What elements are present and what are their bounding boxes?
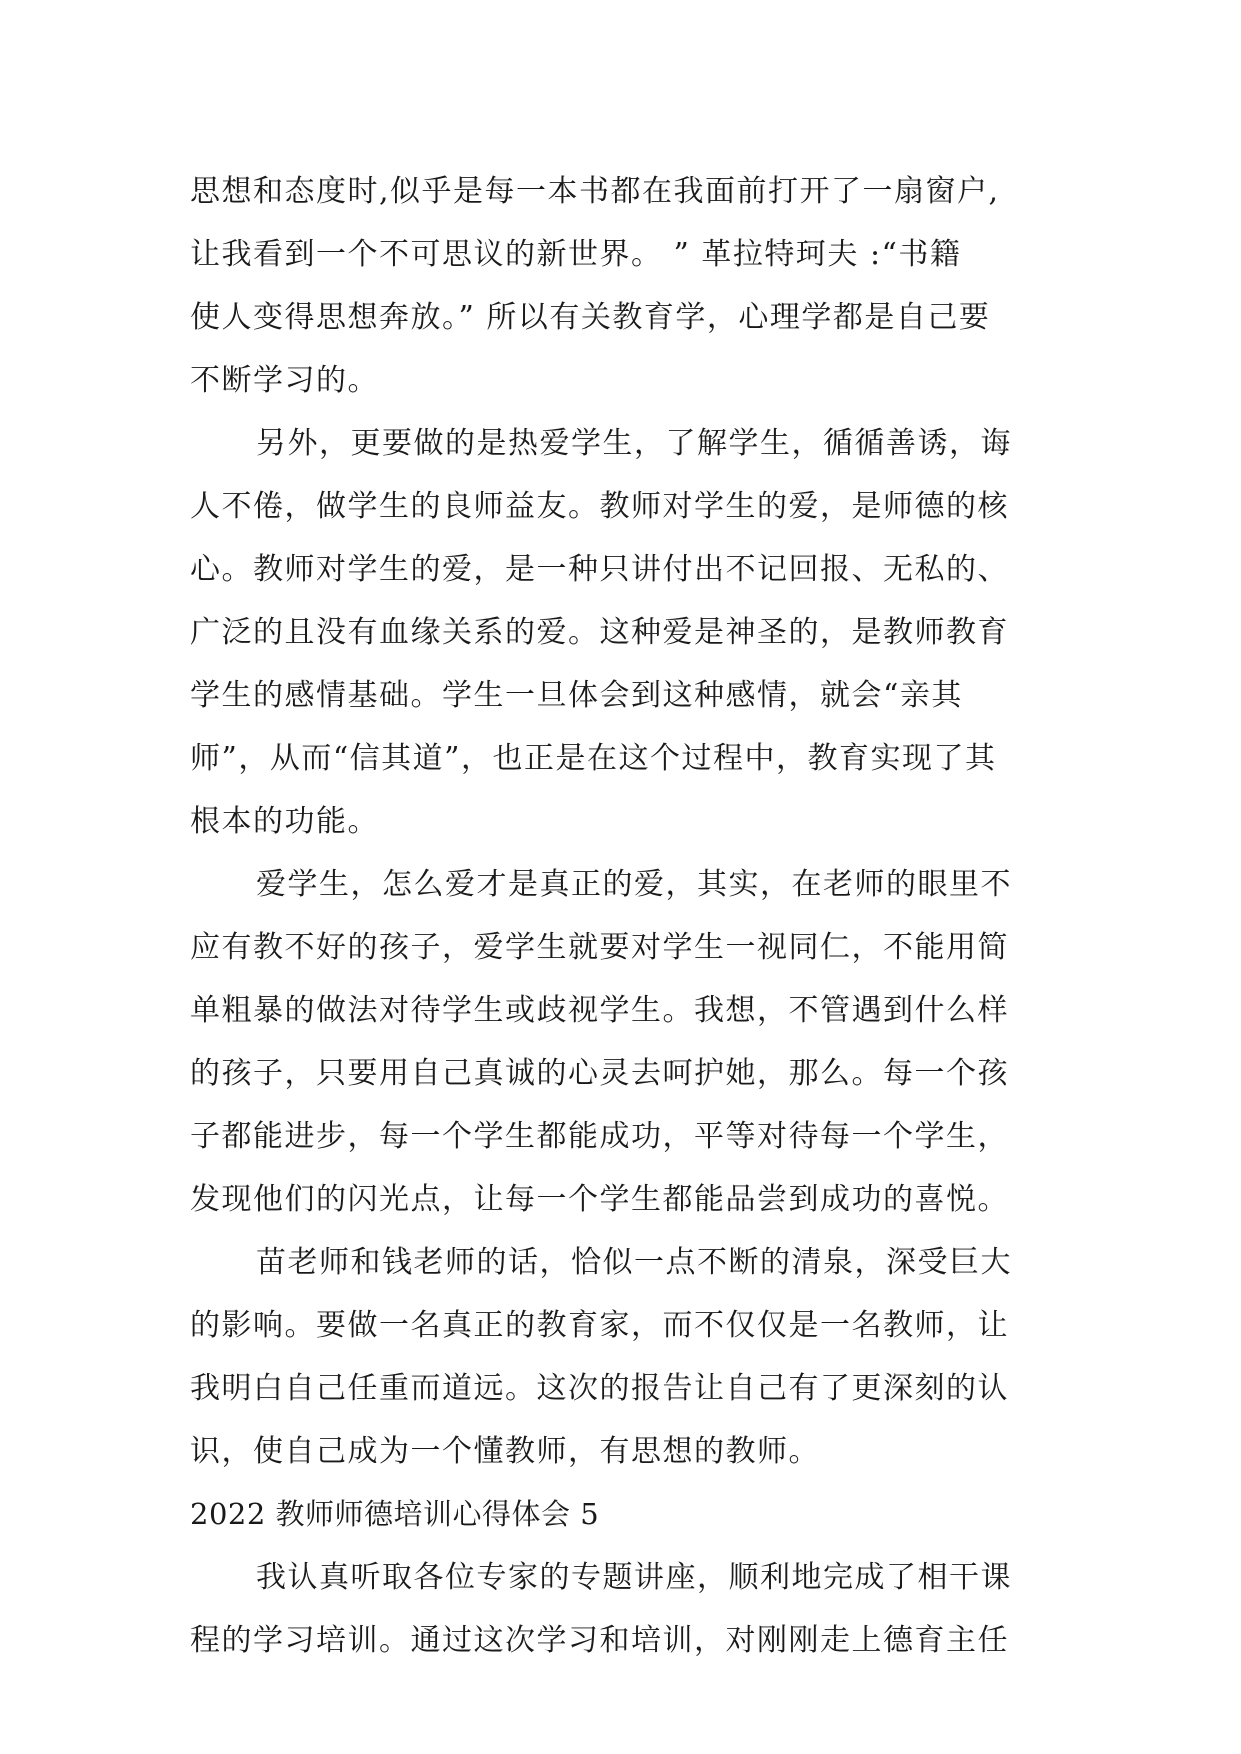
text-line: 的孩子，只要用自己真诚的心灵去呵护她，那么。每一个孩 xyxy=(190,1056,1009,1091)
text-line: 我明白自己任重而道远。这次的报告让自己有了更深刻的认 xyxy=(190,1371,1009,1406)
text-line: 人不倦，做学生的良师益友。教师对学生的爱，是师德的核 xyxy=(190,489,1009,524)
text-line: 广泛的且没有血缘关系的爱。这种爱是神圣的，是教师教育 xyxy=(190,615,1009,650)
text-line: 思想和态度时,似乎是每一本书都在我面前打开了一扇窗户, xyxy=(190,174,1000,209)
text-line: 师”，从而“信其道”，也正是在这个过程中，教育实现了其 xyxy=(190,741,997,776)
text-line: 不断学习的。 xyxy=(190,363,379,398)
text-line: 学生的感情基础。学生一旦体会到这种感情，就会“亲其 xyxy=(190,678,963,713)
text-line: 心。教师对学生的爱，是一种只讲付出不记回报、无私的、 xyxy=(190,552,1009,587)
section-heading: 2022 教师师德培训心得体会 5 xyxy=(190,1497,600,1531)
text-line: 让我看到一个不可思议的新世界。 ” 革拉特珂夫 :“书籍 xyxy=(190,237,962,272)
text-line: 识，使自己成为一个懂教师，有思想的教师。 xyxy=(190,1434,820,1469)
text-line: 根本的功能。 xyxy=(190,804,379,839)
text-line: 发现他们的闪光点，让每一个学生都能品尝到成功的喜悦。 xyxy=(190,1182,1009,1217)
text-line: 单粗暴的做法对待学生或歧视学生。我想，不管遇到什么样 xyxy=(190,993,1009,1028)
text-line: 使人变得思想奔放。” 所以有关教育学，心理学都是自己要 xyxy=(190,300,991,335)
text-line: 子都能进步，每一个学生都能成功，平等对待每一个学生， xyxy=(190,1119,1009,1154)
text-line: 的影响。要做一名真正的教育家，而不仅仅是一名教师，让 xyxy=(190,1308,1009,1343)
paragraph-start-line: 苗老师和钱老师的话，恰似一点不断的清泉，深受巨大 xyxy=(256,1245,1012,1280)
text-line: 程的学习培训。通过这次学习和培训，对刚刚走上德育主任 xyxy=(190,1623,1009,1658)
document-body xyxy=(190,160,1070,1672)
paragraph-start-line: 另外，更要做的是热爱学生，了解学生，循循善诱，诲 xyxy=(256,426,1012,461)
paragraph-start-line: 我认真听取各位专家的专题讲座，顺利地完成了相干课 xyxy=(256,1560,1012,1595)
paragraph-start-line: 爱学生，怎么爱才是真正的爱，其实，在老师的眼里不 xyxy=(256,867,1012,902)
text-line: 应有教不好的孩子，爱学生就要对学生一视同仁，不能用简 xyxy=(190,930,1009,965)
